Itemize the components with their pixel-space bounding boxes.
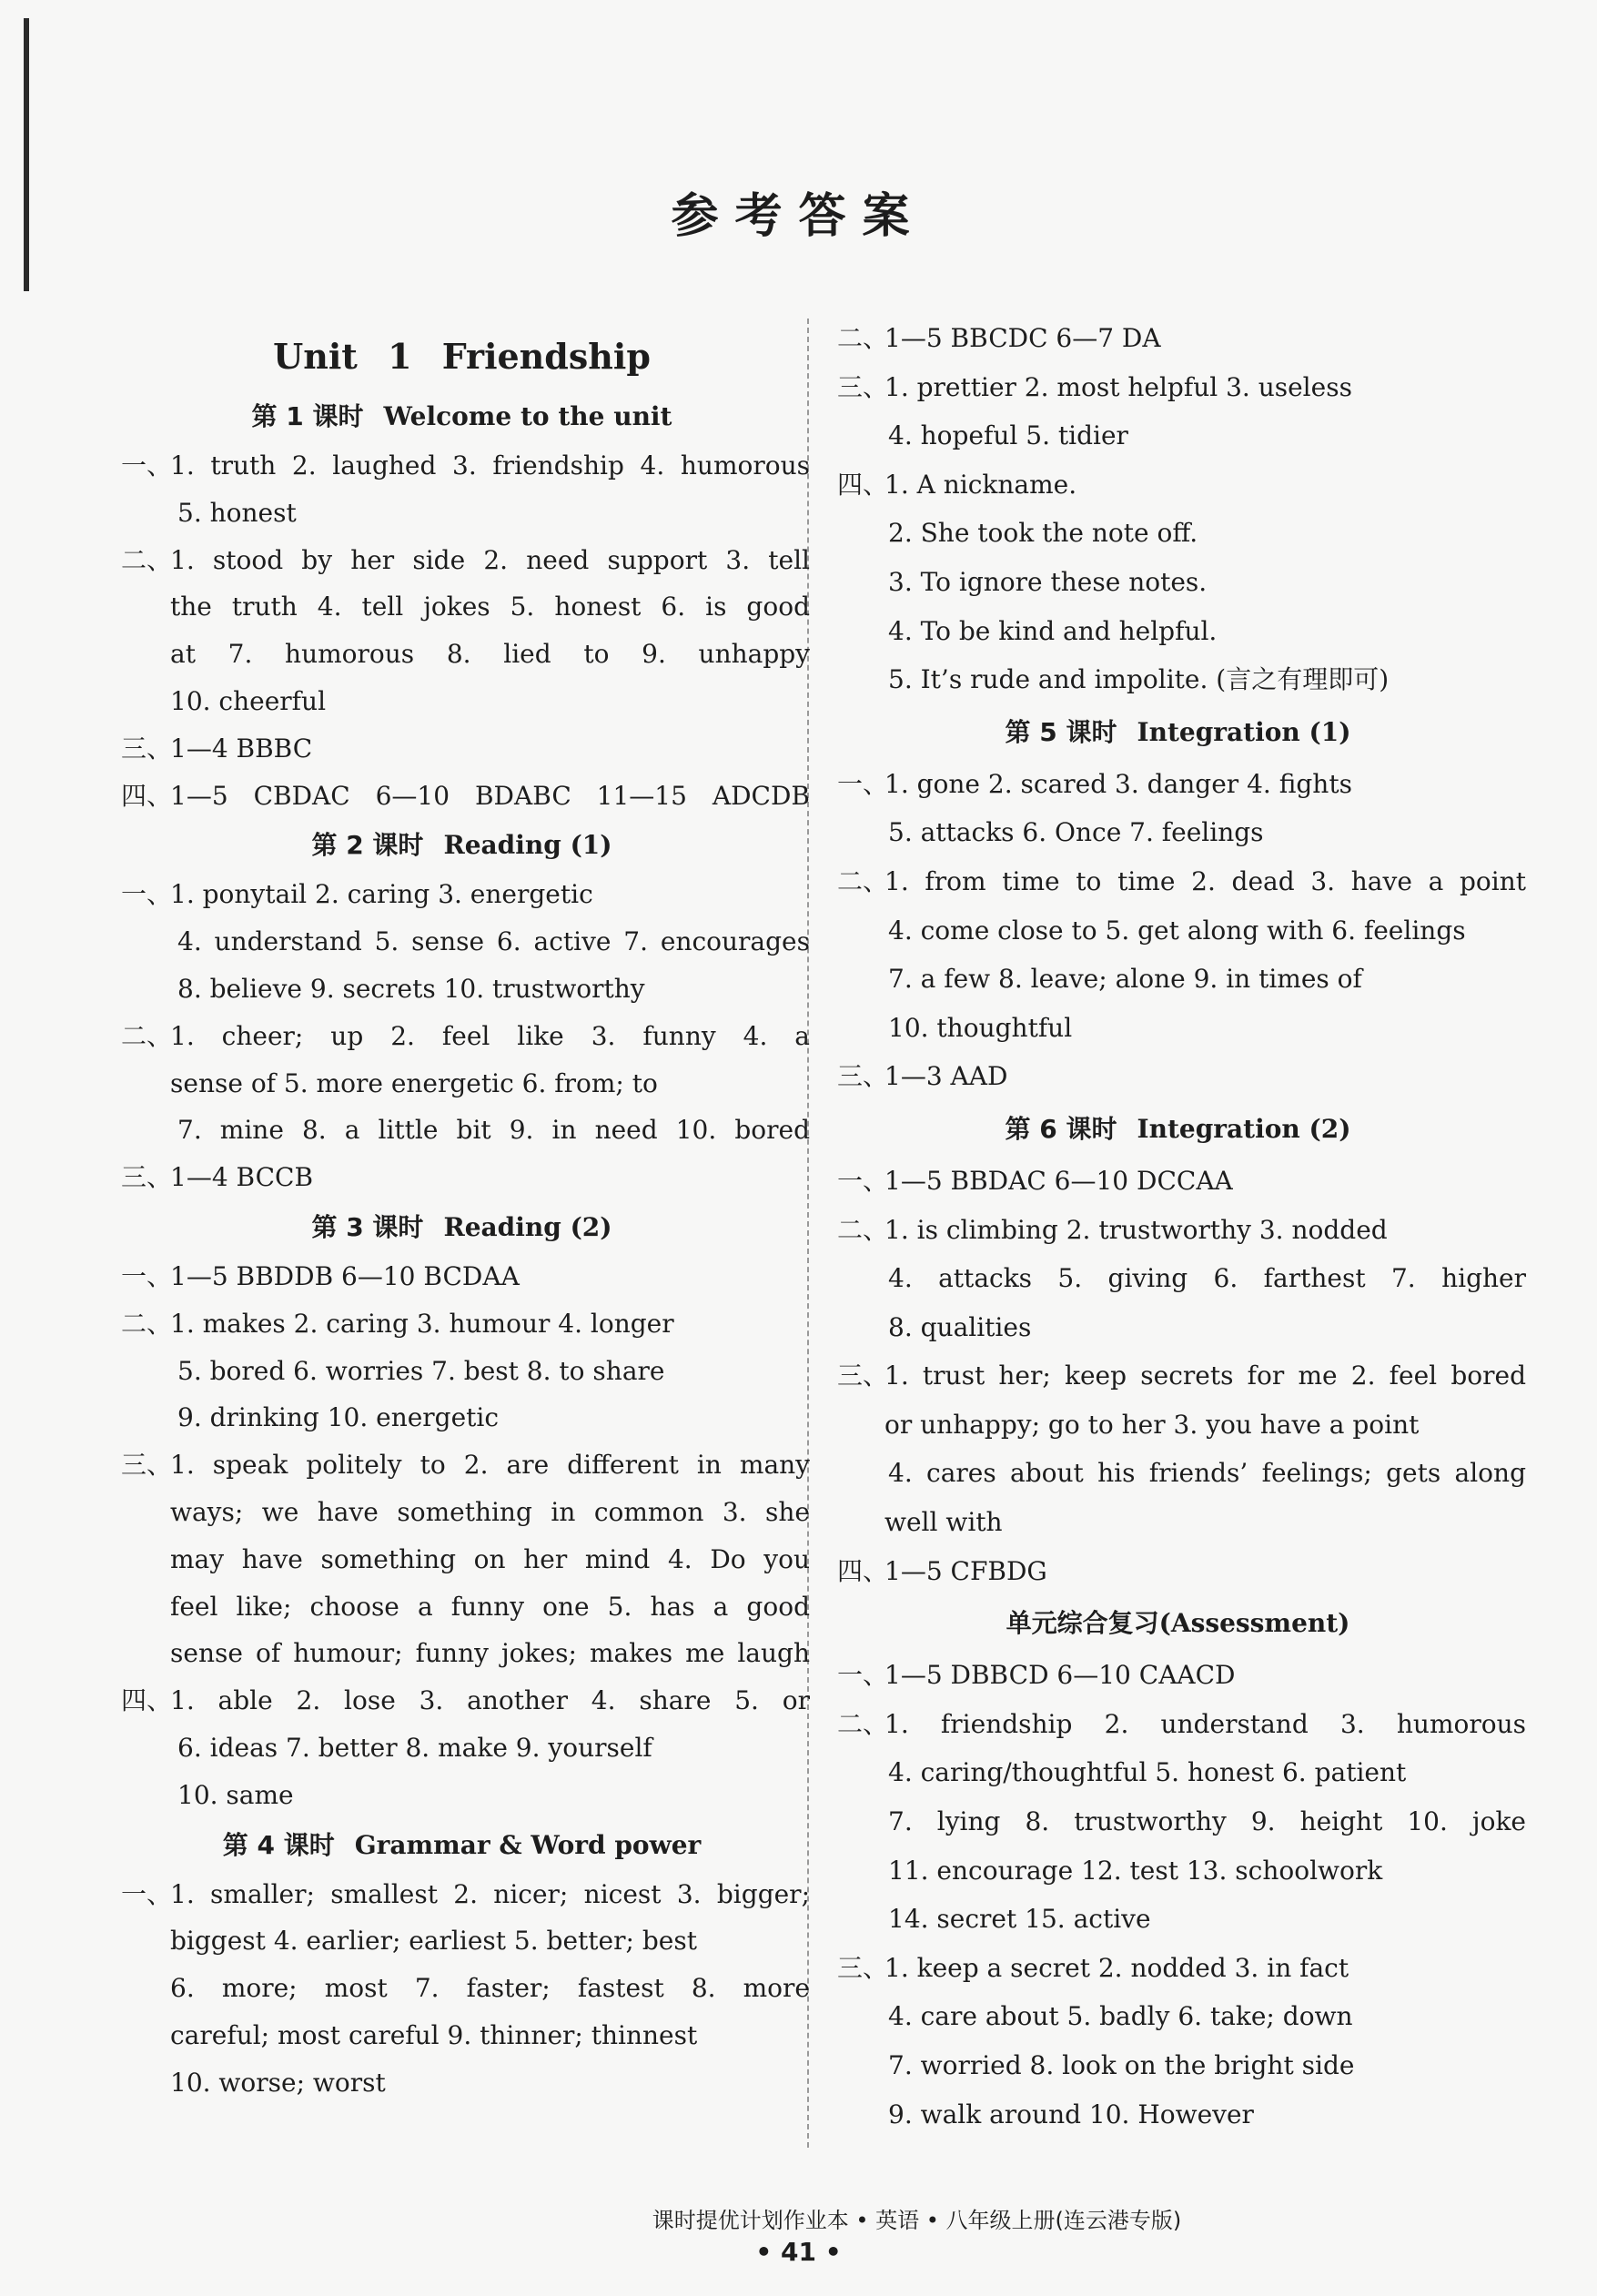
answer-text: 4. come close to 5. get along with 6. feelings <box>888 915 1466 946</box>
answer-line <box>114 631 810 678</box>
section-heading <box>114 1201 810 1253</box>
answer-line <box>830 558 1526 607</box>
answer-text: 7. a few 8. leave; alone 9. in times of <box>888 964 1362 995</box>
answer-line <box>114 490 810 537</box>
answer-line <box>114 1060 810 1108</box>
answer-line <box>114 773 810 820</box>
answer-line <box>830 1700 1526 1749</box>
answer-line <box>830 1157 1526 1206</box>
section-title: Reading (1) <box>443 830 612 861</box>
left-column <box>114 314 810 2107</box>
answer-text: 4. hopeful 5. tidier <box>888 420 1128 451</box>
answer-text: 1. truth 2. laughed 3. friendship 4. humorous <box>170 450 810 480</box>
answer-line <box>114 918 810 966</box>
answer-text: 8. believe 9. secrets 10. trustworthy <box>177 973 645 1004</box>
answer-text: 11. encourage 12. test 13. schoolwork <box>888 1855 1383 1886</box>
answer-text: 6. ideas 7. better 8. make 9. yourself <box>177 1732 652 1763</box>
answer-line <box>830 1992 1526 2041</box>
question-group-label: 二、 <box>121 1308 173 1339</box>
answer-text: ways; we have something in common 3. she <box>170 1496 810 1527</box>
answer-text: 4. understand 5. sense 6. active 7. encourages <box>177 926 810 957</box>
question-group-label: 一、 <box>837 1165 889 1196</box>
answer-line <box>114 1965 810 2012</box>
page-title: 参考答案 <box>671 189 926 244</box>
answer-line <box>830 1449 1526 1498</box>
answer-text: 10. worse; worst <box>170 2067 386 2098</box>
answer-line <box>830 1303 1526 1352</box>
section-heading <box>830 704 1526 760</box>
answer-line <box>114 678 810 725</box>
answer-line <box>114 1253 810 1300</box>
answer-line <box>830 363 1526 412</box>
answer-text: the truth 4. tell jokes 5. honest 6. is good <box>170 592 810 622</box>
answer-line <box>830 460 1526 510</box>
question-group-label: 二、 <box>121 1020 173 1051</box>
question-group-label: 四、 <box>121 1685 173 1716</box>
answer-text: 1. from time to time 2. dead 3. have a point <box>884 865 1526 896</box>
answer-text: 8. qualities <box>888 1311 1032 1342</box>
answer-line <box>830 760 1526 809</box>
footer-book-title: 课时提优计划作业本 • 英语 • 八年级上册(连云港专版) <box>652 2208 1182 2233</box>
answer-text: 1. A nickname. <box>884 469 1077 500</box>
question-group-label: 一、 <box>121 1878 173 1909</box>
answer-line <box>830 906 1526 956</box>
question-group-label: 二、 <box>121 544 173 575</box>
answer-text: 1—5 DBBCD 6—10 CAACD <box>884 1660 1236 1691</box>
page-number: • 41 • <box>755 2237 842 2267</box>
answer-line <box>830 1004 1526 1053</box>
question-group-label: 一、 <box>121 879 173 910</box>
answer-text: sense of humour; funny jokes; makes me laugh <box>170 1638 810 1669</box>
answer-line <box>830 1254 1526 1303</box>
question-group-label: 一、 <box>837 768 889 799</box>
question-group-label: 二、 <box>837 1708 889 1739</box>
answer-line <box>830 1797 1526 1846</box>
answer-text: 1. ponytail 2. caring 3. energetic <box>170 879 593 910</box>
answer-line <box>114 966 810 1013</box>
answer-line <box>830 314 1526 363</box>
answer-line <box>830 1547 1526 1596</box>
question-group-label: 三、 <box>837 1952 889 1983</box>
answer-line <box>114 871 810 918</box>
answer-text: 5. bored 6. worries 7. best 8. to share <box>177 1355 665 1386</box>
answer-line <box>114 2012 810 2059</box>
answer-text: 3. To ignore these notes. <box>888 566 1208 597</box>
answer-text: sense of 5. more energetic 6. from; to <box>170 1067 658 1098</box>
answer-line <box>114 1441 810 1489</box>
section-heading <box>114 1819 810 1871</box>
answer-line <box>830 411 1526 460</box>
section-title: Integration (1) <box>1137 716 1351 747</box>
section-heading <box>830 1101 1526 1157</box>
answer-text: 7. mine 8. a little bit 9. in need 10. bored <box>177 1115 810 1146</box>
answer-text: 1. keep a secret 2. nodded 3. in fact <box>884 1952 1349 1983</box>
answer-line <box>830 1351 1526 1401</box>
answer-text: 7. worried 8. look on the bright side <box>888 2050 1355 2080</box>
answer-text: 4. care about 5. badly 6. take; down <box>888 2001 1353 2032</box>
answer-line <box>114 1917 810 1965</box>
answer-line <box>114 1489 810 1536</box>
answer-text: 9. drinking 10. energetic <box>177 1402 500 1433</box>
answer-text: 1. makes 2. caring 3. humour 4. longer <box>170 1308 674 1339</box>
answer-text: 1. prettier 2. most helpful 3. useless <box>884 371 1352 402</box>
answer-text: 5. It’s rude and impolite. (言之有理即可) <box>888 664 1390 695</box>
answer-line <box>114 725 810 773</box>
answer-line <box>830 2041 1526 2090</box>
right-column <box>830 314 1526 2139</box>
answer-text: 6. more; most 7. faster; fastest 8. more <box>170 1973 810 2004</box>
answer-text: or unhappy; go to her 3. you have a point <box>884 1409 1420 1440</box>
answer-text: 1—5 BBDAC 6—10 DCCAA <box>884 1165 1233 1196</box>
section-title: Grammar & Word power <box>354 1829 702 1860</box>
answer-text: 1—5 BBDDB 6—10 BCDAA <box>170 1260 520 1291</box>
section-lesson-label: 第 3 课时 <box>311 1211 424 1242</box>
answer-line <box>830 1895 1526 1944</box>
answer-line <box>830 1206 1526 1255</box>
answer-line <box>114 1536 810 1583</box>
answer-text: 1. trust her; keep secrets for me 2. feel bored <box>884 1360 1526 1391</box>
section-lesson-label: 第 4 课时 <box>222 1829 335 1860</box>
section-lesson-label: 第 1 课时 <box>251 401 364 431</box>
answer-text: 1. cheer; up 2. feel like 3. funny 4. a <box>170 1020 810 1051</box>
answer-line <box>114 2059 810 2107</box>
unit-title: Unit 1 Friendship <box>273 336 651 377</box>
answer-line <box>830 1498 1526 1547</box>
answer-line <box>830 655 1526 704</box>
answer-text: careful; most careful 9. thinner; thinnest <box>170 2019 698 2050</box>
answer-line <box>830 1748 1526 1797</box>
question-group-label: 三、 <box>837 1360 889 1391</box>
answer-line <box>114 1107 810 1154</box>
answer-line <box>830 857 1526 906</box>
answer-line <box>114 1725 810 1772</box>
answer-line <box>830 808 1526 857</box>
answer-text: 1. friendship 2. understand 3. humorous <box>884 1708 1526 1739</box>
question-group-label: 一、 <box>837 1660 889 1691</box>
question-group-label: 三、 <box>121 1450 173 1481</box>
answer-line <box>830 1401 1526 1450</box>
answer-text: 1—5 CBDAC 6—10 BDABC 11—15 ADCDB <box>170 780 810 811</box>
answer-text: feel like; choose a funny one 5. has a good <box>170 1591 810 1622</box>
answer-text: 1—4 BBBC <box>170 733 313 764</box>
right-column-body <box>830 314 1526 2139</box>
answer-line <box>114 1394 810 1441</box>
answer-text: 1—4 BCCB <box>170 1162 314 1193</box>
answer-text: 2. She took the note off. <box>888 518 1198 549</box>
answer-line <box>114 1013 810 1060</box>
answer-line <box>830 509 1526 558</box>
answer-text: 1. stood by her side 2. need support 3. tell <box>170 544 810 575</box>
question-group-label: 二、 <box>837 323 889 353</box>
section-title: (Assessment) <box>1158 1608 1350 1639</box>
answer-line <box>830 1651 1526 1700</box>
answer-line <box>830 607 1526 656</box>
answer-text: 1—5 CFBDG <box>884 1555 1047 1586</box>
section-heading <box>830 1595 1526 1651</box>
question-group-label: 四、 <box>121 780 173 811</box>
answer-text: biggest 4. earlier; earliest 5. better; best <box>170 1926 697 1957</box>
answer-text: 10. same <box>177 1779 294 1810</box>
answer-line <box>114 1677 810 1725</box>
question-group-label: 三、 <box>121 733 173 764</box>
question-group-label: 四、 <box>837 1555 889 1586</box>
question-group-label: 二、 <box>837 865 889 896</box>
answer-line <box>830 1944 1526 1993</box>
answer-line <box>114 442 810 490</box>
section-heading <box>114 390 810 442</box>
section-heading <box>114 819 810 871</box>
answer-text: 1. is climbing 2. trustworthy 3. nodded <box>884 1214 1388 1245</box>
answer-text: 1—5 BBCDC 6—7 DA <box>884 323 1161 353</box>
answer-text: 10. cheerful <box>170 685 327 716</box>
answer-line <box>114 1772 810 1819</box>
section-lesson-label: 单元综合复习 <box>1006 1608 1159 1639</box>
answer-line <box>114 583 810 631</box>
answer-text: 9. walk around 10. However <box>888 2099 1254 2129</box>
answer-text: may have something on her mind 4. Do you <box>170 1543 810 1574</box>
answer-text: 14. secret 15. active <box>888 1904 1151 1935</box>
answer-text: well with <box>884 1507 1003 1538</box>
answer-text: 4. To be kind and helpful. <box>888 615 1218 646</box>
question-group-label: 四、 <box>837 469 889 500</box>
question-group-label: 三、 <box>121 1162 173 1193</box>
question-group-label: 一、 <box>121 450 173 480</box>
page-edge-line <box>24 18 29 291</box>
answer-line <box>114 1300 810 1348</box>
section-lesson-label: 第 2 课时 <box>311 830 424 861</box>
answer-line <box>114 1348 810 1395</box>
question-group-label: 三、 <box>837 371 889 402</box>
section-title: Integration (2) <box>1137 1113 1351 1144</box>
answer-text: 4. cares about his friends’ feelings; gets along <box>888 1458 1526 1489</box>
answer-line <box>114 1630 810 1677</box>
answer-text: at 7. humorous 8. lied to 9. unhappy <box>170 639 810 670</box>
answer-text: 10. thoughtful <box>888 1012 1073 1043</box>
answer-line <box>114 1871 810 1918</box>
answer-text: 4. attacks 5. giving 6. farthest 7. higher <box>888 1263 1526 1294</box>
answer-text: 5. honest <box>177 497 297 528</box>
answer-text: 1. able 2. lose 3. another 4. share 5. or <box>170 1685 810 1716</box>
answer-line <box>830 1846 1526 1896</box>
answer-line <box>114 537 810 584</box>
answer-text: 7. lying 8. trustworthy 9. height 10. joke <box>888 1806 1526 1837</box>
question-group-label: 一、 <box>121 1260 173 1291</box>
left-column-body <box>114 390 810 2107</box>
answer-text: 1—3 AAD <box>884 1061 1008 1092</box>
question-group-label: 三、 <box>837 1061 889 1092</box>
answer-text: 5. attacks 6. Once 7. feelings <box>888 817 1264 848</box>
question-group-label: 二、 <box>837 1214 889 1245</box>
answer-line <box>114 1583 810 1631</box>
answer-line <box>830 2090 1526 2139</box>
section-lesson-label: 第 5 课时 <box>1005 716 1117 747</box>
answer-text: 1. smaller; smallest 2. nicer; nicest 3. bigger; <box>170 1878 810 1909</box>
answer-line <box>830 1052 1526 1101</box>
answer-text: 1. speak politely to 2. are different in many <box>170 1450 810 1481</box>
answer-line <box>830 955 1526 1004</box>
answer-text: 1. gone 2. scared 3. danger 4. fights <box>884 768 1352 799</box>
section-title: Welcome to the unit <box>383 401 672 431</box>
section-lesson-label: 第 6 课时 <box>1005 1113 1117 1144</box>
answer-line <box>114 1154 810 1201</box>
section-title: Reading (2) <box>443 1211 612 1242</box>
answer-text: 4. caring/thoughtful 5. honest 6. patient <box>888 1757 1407 1788</box>
